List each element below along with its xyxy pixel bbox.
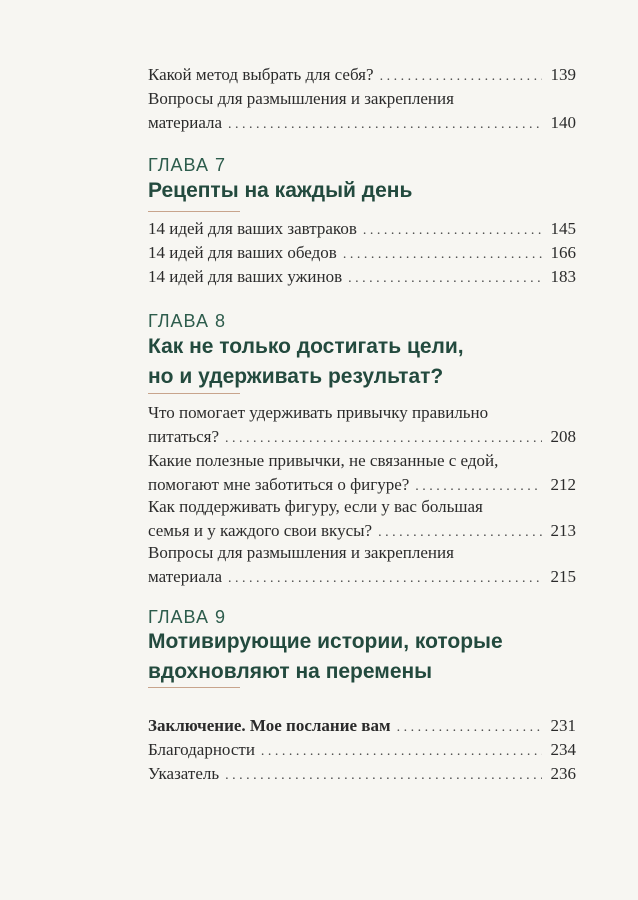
toc-entry-title-line1: Какие полезные привычки, не связанные с едой, — [148, 451, 499, 470]
leader-dots — [228, 113, 542, 137]
toc-entry-title-line1: Что помогает удерживать привычку правильно — [148, 403, 489, 422]
toc-entry-title-line1: Вопросы для размышления и закрепления — [148, 543, 454, 562]
leader-dots — [225, 427, 542, 451]
toc-entry-title: материала — [148, 567, 223, 586]
chapter-label: ГЛАВА 8 — [148, 311, 226, 331]
toc-entry — [148, 401, 576, 451]
leader-dots — [397, 716, 542, 740]
toc-entry-title: семья и у каждого свои вкусы? — [148, 521, 373, 540]
chapter-title — [148, 627, 568, 687]
toc-entry-page: 139 — [550, 65, 576, 84]
chapter-title-line2: но и удерживать результат? — [148, 365, 444, 388]
toc-entry — [148, 87, 576, 137]
toc-entry-page: 213 — [550, 521, 576, 540]
divider — [148, 393, 240, 394]
toc-entry — [148, 449, 576, 499]
divider — [148, 687, 240, 688]
toc-entry-title: Какой метод выбрать для себя? — [148, 65, 374, 84]
toc-entry-page: 166 — [550, 243, 576, 262]
chapter-label: ГЛАВА 9 — [148, 607, 226, 627]
toc-entry-title: 14 идей для ваших ужинов — [148, 267, 343, 286]
toc-entry-page: 215 — [550, 567, 576, 586]
toc-entry-page: 140 — [550, 113, 576, 132]
toc-entry-title: 14 идей для ваших завтраков — [148, 219, 357, 238]
toc-entry-title-line1: Как поддерживать фигуру, если у вас большая — [148, 497, 483, 516]
divider — [148, 211, 240, 212]
toc-entry-title: Заключение. Мое послание вам — [148, 716, 391, 735]
toc-entry-page: 212 — [550, 475, 576, 494]
leader-dots — [228, 567, 542, 591]
chapter-title-line1: Мотивирующие истории, которые — [148, 630, 503, 653]
toc-entry — [148, 241, 576, 267]
toc-entry — [148, 541, 576, 591]
toc-entry-title: 14 идей для ваших обедов — [148, 243, 337, 262]
leader-dots — [348, 267, 542, 291]
toc-entry-title: Благодарности — [148, 740, 255, 759]
chapter-title: Рецепты на каждый день — [148, 179, 413, 202]
toc-entry-title: Указатель — [148, 764, 220, 783]
toc-entry-title: материала — [148, 113, 223, 132]
toc-entry-page: 234 — [550, 740, 576, 759]
toc-entry — [148, 217, 576, 243]
toc-entry-title: питаться? — [148, 427, 220, 446]
toc-entry — [148, 265, 576, 291]
chapter-title-line1: Как не только достигать цели, — [148, 335, 464, 358]
leader-dots — [343, 243, 542, 267]
toc-entry-page: 208 — [550, 427, 576, 446]
toc-entry-page: 231 — [550, 716, 576, 735]
toc-entry-title-line1: Вопросы для размышления и закрепления — [148, 89, 454, 108]
chapter-label: ГЛАВА 7 — [148, 155, 226, 175]
toc-entry-page: 145 — [550, 219, 576, 238]
toc-entry-page: 183 — [550, 267, 576, 286]
toc-entry-page: 236 — [550, 764, 576, 783]
leader-dots — [225, 764, 542, 788]
toc-entry — [148, 762, 576, 788]
toc-entry — [148, 63, 576, 89]
chapter-title-line2: вдохновляют на перемены — [148, 660, 433, 683]
leader-dots — [363, 219, 542, 243]
toc-entry — [148, 495, 576, 545]
leader-dots — [261, 740, 542, 764]
toc-entry — [148, 714, 576, 740]
toc-entry — [148, 738, 576, 764]
leader-dots — [380, 65, 542, 89]
toc-entry-title: помогают мне заботиться о фигуре? — [148, 475, 410, 494]
chapter-title — [148, 332, 568, 392]
